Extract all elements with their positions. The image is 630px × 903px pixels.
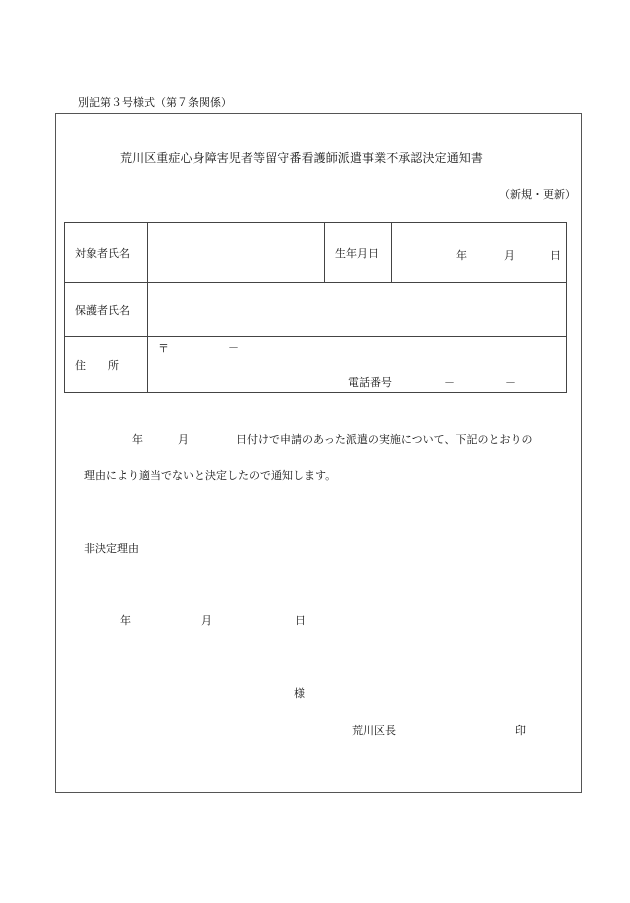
applicant-info-table — [64, 222, 567, 393]
birthdate-label: 生年月日 — [325, 223, 392, 283]
address-label: 住 所 — [65, 337, 148, 393]
rejection-reason-label: 非決定理由 — [84, 542, 139, 555]
address-row — [65, 337, 567, 393]
notice-text-line-1: 日付けで申請のあった派遣の実施について、下記のとおりの — [236, 433, 533, 446]
notice-text-line-2: 理由により適当でないと決定したので通知します。 — [84, 469, 337, 482]
birthdate-day-label: 日 — [550, 249, 561, 262]
issuer-name: 荒川区長 — [352, 724, 396, 737]
addressee-honorific: 様 — [294, 687, 305, 700]
document-frame — [55, 113, 582, 793]
birthdate-field[interactable] — [392, 223, 567, 283]
phone-dash-1: － — [444, 376, 455, 389]
subject-row — [65, 223, 567, 283]
guardian-row — [65, 283, 567, 337]
subject-name-label: 対象者氏名 — [65, 223, 148, 283]
birthdate-month-label: 月 — [504, 249, 515, 262]
issue-day-label: 日 — [295, 614, 306, 627]
issue-month-label: 月 — [201, 614, 212, 627]
address-field[interactable] — [148, 337, 567, 393]
document-type-label: （新規・更新） — [499, 188, 576, 201]
phone-dash-2: － — [505, 376, 516, 389]
postal-code-dash: － — [228, 341, 239, 354]
subject-name-field[interactable] — [148, 223, 325, 283]
application-month-label: 月 — [178, 433, 189, 446]
issue-year-label: 年 — [120, 614, 131, 627]
document-title: 荒川区重症心身障害児者等留守番看護師派遣事業不承認決定通知書 — [120, 151, 484, 165]
birthdate-year-label: 年 — [456, 249, 467, 262]
phone-label: 電話番号 — [348, 376, 392, 389]
form-number-label: 別記第３号様式（第７条関係） — [78, 96, 232, 109]
guardian-name-label: 保護者氏名 — [65, 283, 148, 337]
application-year-label: 年 — [132, 433, 143, 446]
seal-mark: 印 — [515, 724, 526, 737]
postal-mark: 〒 — [158, 342, 169, 355]
guardian-name-field[interactable] — [148, 283, 567, 337]
